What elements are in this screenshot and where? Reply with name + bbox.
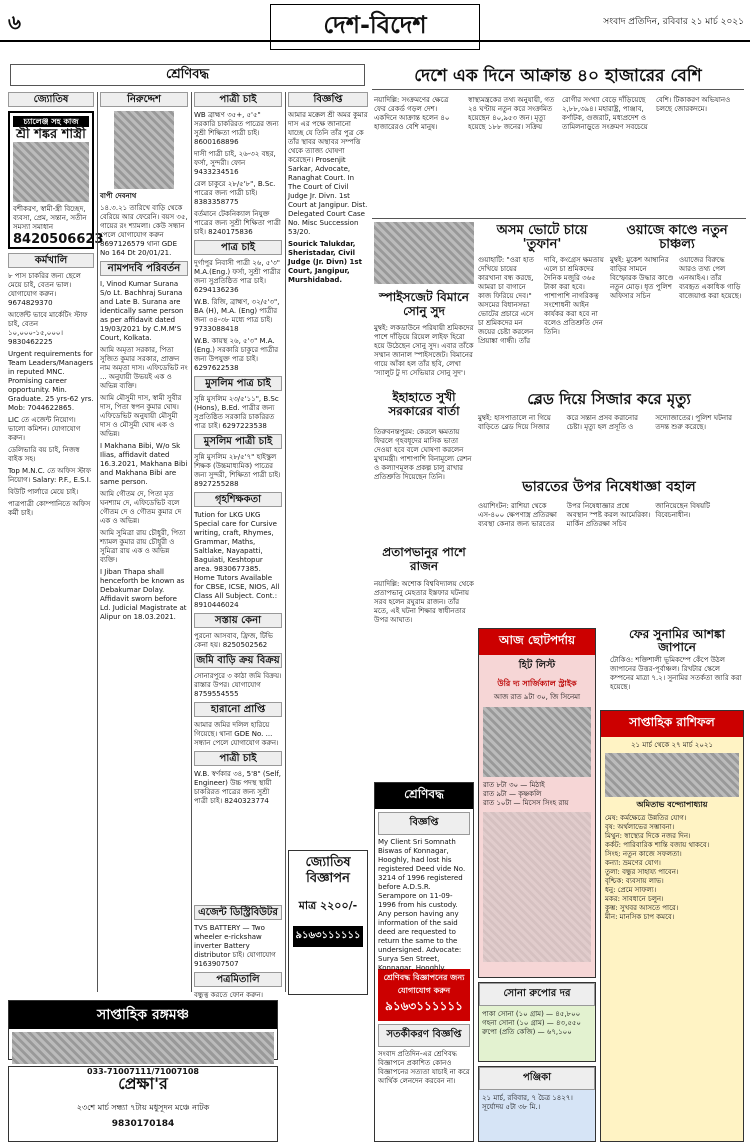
tv-featured-photo — [483, 707, 591, 777]
lead-headline: দেশে এক দিনে আক্রান্ত ৪০ হাজারের বেশি — [372, 64, 744, 90]
classified-2-text: My Client Sri Somnath Biswas of Konnagar, Hooghly, had lost his registered Deed vide No. 3214 of 1996 registered before A.D.S.R. Serampore on 11-09-1996 from his custody. Any person having any information of the said deed are requested to return the same to the undersigned. Advocate: Surya Sen Street, Konnagar, Hooghly. — [378, 838, 466, 972]
rangamancha-title: সাপ্তাহিক রঙ্গমঞ্চ — [9, 1001, 277, 1029]
jyotish-promo-box — [288, 850, 368, 995]
list-item: বৃশ্চিক: ব্যবসায় লাভ। — [605, 877, 664, 885]
waze-headline: ওয়াজে কাণ্ডে নতুন চাঞ্চল্য — [626, 223, 728, 252]
astrologer-photo — [605, 753, 739, 797]
tsunami-body: টোকিও: শক্তিশালী ভূমিকম্পে কেঁপে উঠল জাপানের উত্তর-পূর্বাঞ্চল। রিখটার স্কেলে কম্পনের মাত্রা ৭.২। সুনামির সতর্কতা জারি করা হয়েছে। — [610, 656, 742, 691]
list-item: আমি গৌতম দে, পিতা মৃত ঘনশ্যাম দে, এফিডেভিট বলে গৌতম দে ও গৌতম কুমার দে এক ও অভিন্ন। — [100, 490, 182, 525]
list-item: Top M.N.C. তে অফিস স্টাফ নিয়োগ। Salary: P.F., E.S.I. — [8, 467, 92, 484]
list-item: আমি অমৃতা সরকার, পিতা সুজিত কুমার সরকার, প্রাক্তন নাম অমৃতা দাস। এফিডেভিট নং ... অনুযায়ী উভয়ই এক ও অভিন্ন ব্যক্তি। — [100, 346, 188, 390]
pekkha-ad — [8, 1066, 278, 1142]
bigyapti-section-title: বিজ্ঞপ্তি — [288, 92, 368, 107]
list-item: কন্যা: ভ্রমণের যোগ। — [605, 859, 661, 867]
list-item: Tution for LKG UKG Special care for Cursive writing, craft, Rhymes, Grammar, Maths, Saltlake, Nayapatti, Baguiati, Keshtopur area. 9830677385. Home Tutors Available for CBSE, ICSE, NIOS, All Class All Subject. Cont.: 8910446024 — [194, 511, 280, 609]
classified-col-1 — [8, 92, 104, 922]
list-item: কুম্ভ: সুখবর আসতে পারে। — [605, 904, 679, 912]
niruddesh-section-title: নিরুদ্দেশ — [100, 92, 188, 107]
list-item: দাসী পাত্রী চাই, ২৬-৩২ বছর, ফর্সা, সুন্দরী। ফোন 9433234516 — [194, 150, 276, 176]
patramitali-text: বন্ধুত্ব করতে ফোন করুন। — [194, 991, 264, 999]
classified-col-4 — [288, 92, 368, 842]
tv-featured-time: আজ রাত ৯টা ৩০, জি সিনেমা — [493, 693, 581, 701]
panjika-title: পঞ্জিকা — [479, 1067, 595, 1090]
list-item: সুন্নি মুসলিম ২৮/৫'৭" হাইস্কুল শিক্ষক (উচ্চমাধ্যমিক) পাত্রের জন্য সুন্দরী, শিক্ষিতা পাত্রী চাই। 8927255288 — [194, 453, 281, 488]
list-item: ৮ পাস চাকরির জন্য ছেলে মেয়ে চাই, বেতন ভাল। যোগাযোগ করুন। 9674829370 — [8, 272, 81, 307]
notice-text: সংবাদ প্রতিদিন-এর শ্রেণিবদ্ধ বিজ্ঞাপনে প্রকাশিত কোনও বিজ্ঞাপনের সত্যতা যাচাই না করে আর্থিক লেনদেন করবেন না। — [378, 1050, 470, 1085]
list-item: ধনু: প্রেমে সাফল্য। — [605, 886, 657, 894]
classified-2-box — [374, 782, 474, 1142]
agency-section-title: এজেন্ট ডিস্ট্রিবিউটর — [194, 905, 282, 920]
list-item: আমি সুমিত্রা রায় চৌধুরী, পিতা শ্যামল কুমার রায় চৌধুরী ও সুমিত্রা রায় এক ও অভিন্ন ব্যক্তি। — [100, 529, 186, 564]
patramitali-section-title: পত্রমিতালি — [194, 972, 282, 987]
harano-section-title: হারানো প্রাপ্তি — [194, 702, 282, 717]
list-item: বিউটি পার্লারে মেয়ে চাই। — [8, 488, 79, 496]
market-row: রুপো (প্রতি কেজি) — ৬৭,১০০ — [482, 1028, 572, 1036]
list-item: মীন: মানসিক চাপ কমবে। — [605, 913, 675, 921]
rangamancha-phone[interactable]: 033-71007111/71007108 — [86, 1067, 199, 1076]
issue-date: সংবাদ প্রতিদিন, রবিবার ২১ মার্চ ২০২১ — [603, 17, 744, 27]
jyotish-ad — [8, 111, 104, 249]
jyotish-ad-text: বশীকরণ, স্বামী-স্ত্রী বিচ্ছেদ, ব্যবসা, প্রেম, সন্তান, সতীন সমস্যা সমাধান — [13, 205, 87, 231]
classified-2-promo-text: শ্রেণিবদ্ধ বিজ্ঞাপনের জন্য যোগাযোগ করুন — [383, 973, 465, 995]
bigyapti-signatory: Sourick Talukdar, Sheristadar, Civil Judge (Jr. Divn) 1st Court, Jangipur, Murshidabad. — [288, 240, 362, 284]
classified-2-title: বিজ্ঞপ্তি — [378, 812, 470, 835]
astrologer-name: শ্রী শঙ্কর শাস্ত্রী — [16, 127, 86, 142]
pratap-body: নয়াদিল্লি: অশোক বিশ্ববিদ্যালয় থেকে প্রতাপভানু মেহতার ইস্তফার ঘটনায় সরব হলেন রঘুরাম রাজন। তাঁর মতে, এই ঘটনা শিক্ষার স্বাধীনতার উপর আঘাত। — [374, 580, 474, 624]
list-item: LIC তে এজেন্ট নিয়োগ। ভালো কমিশন। যোগাযোগ করুন। — [8, 416, 81, 442]
rashifal-author: অমিতাভ বন্দ্যোপাধ্যায় — [636, 800, 708, 809]
market-rows — [479, 1010, 595, 1037]
rangamancha-ad — [8, 1000, 278, 1076]
classified-col-3-bottom — [194, 905, 282, 999]
jyotish-promo-price: মাত্র ২২০০/- — [298, 899, 358, 912]
classified-col-2 — [100, 92, 188, 992]
sonu-body: মুম্বই: লকডাউনে পরিযায়ী শ্রমিকদের পাশে দাঁড়িয়ে রিয়েল লাইফ হিরো হয়ে উঠেছেন সোনু সুদ। এবার তাঁকে সম্মান জানাল স্পাইসজেট। বিমানের গায়ে আঁকা হল তাঁর ছবি, লেখা 'স্যালুট টু দ্য সেভিয়ার সোনু সুদ'। — [374, 324, 474, 377]
list-item: WB ব্রাহ্মণ ৩৫+, ৫'৫" সরকারি চাকরিরত পাত্রের জন্য সুশ্রী শিক্ষিতা পাত্রী চাই। 8600168896 — [194, 111, 279, 146]
lead-body: নয়াদিল্লি: সংক্রমণের ক্ষেত্রে ফের রেকর্ড গড়ল দেশ। একদিনে আক্রান্ত হলেন ৪০ হাজারেরও বেশি মানুষ। স্বাস্থ্যমন্ত্রকের তথ্য অনুযায়ী, গত ২৪ ঘণ্টায় নতুন করে সংক্রমিত হয়েছেন ৪০,৯৫৩ জন। মৃত্যু হয়েছে ১৮৮ জনের। সক্রিয় রোগীর সংখ্যা বেড়ে দাঁড়িয়েছে ২,৮৮,৩৯৪। মহারাষ্ট্র, পাঞ্জাব, কর্ণাটক, গুজরাট, মধ্যপ্রদেশ ও তামিলনাড়ুতে সংক্রমণ সবচেয়ে বেশি। টিকাকরণ অভিযানও চলছে জোরকদমে। — [374, 96, 731, 131]
section-title: দেশ-বিদেশ — [270, 4, 480, 50]
sasta-kena-section-title: সস্তায় কেনা — [194, 613, 282, 628]
rashifal-title: সাপ্তাহিক রাশিফল — [601, 711, 743, 737]
agency-text: TVS BATTERY — Two wheeler e-rickshaw inverter Battery distributor চাই। যোগাযোগ 9163907507 — [194, 924, 276, 968]
classified-2-promo — [378, 969, 470, 1021]
dar-headline: ইহাহাতে সুখী সরকারের বার্তা — [388, 390, 460, 418]
assam-body: গুয়াহাটি: "ওরা হাত দেখিয়ে চায়ের কারখানা বন্ধ করছে, আমরা চা বাগানে কাজ ফিরিয়ে দেব।" অসমের বিধানসভা ভোটের প্রচারে এসে চা শ্রমিকদের মন জয়ের চেষ্টা করলেন প্রিয়াঙ্কা গান্ধী। তাঁর দাবি, কংগ্রেস ক্ষমতায় এলে চা শ্রমিকদের দৈনিক মজুরি ৩৬৫ টাকা করা হবে। পাশাপাশি নাগরিকত্ব সংশোধনী আইন কার্যকর করা হবে না বলেও প্রতিশ্রুতি দেন তিনি। — [478, 256, 604, 345]
list-item: সিংহ: নতুন কাজে সফলতা। — [605, 850, 682, 858]
pekkha-text: ২৩শে মার্চ সন্ধ্যা ৭টায় মধুসূদন মঞ্চে নাটক — [76, 1103, 210, 1112]
panjika-box — [478, 1066, 596, 1142]
pekkha-phone[interactable]: 9830170184 — [111, 1119, 175, 1129]
missing-person-name: বাপী দেবনাথ — [100, 192, 137, 200]
pratap-headline: প্রতাপভানুর পাশে রাজন — [382, 545, 466, 573]
waze-body: মুম্বই: মুকেশ আম্বানির বাড়ির সামনে বিস্ফোরক উদ্ধার কাণ্ডে নতুন মোড়। ধৃত পুলিশ অফিসার সচিন ওয়াজের বিরুদ্ধে আরও তথ্য পেল এনআইএ। তাঁর ব্যবহৃত একাধিক গাড়ি বাজেয়াপ্ত করা হয়েছে। — [610, 256, 742, 300]
karmakhali-section-title: কর্মখালি — [8, 253, 94, 268]
jyotish-section-title: জ্যোতিষ — [8, 92, 94, 107]
rashifal-week: ২১ মার্চ থেকে ২৭ মার্চ ২০২১ — [631, 741, 713, 749]
list-item: রেল চাকুরে ২৮/৫'৮", B.Sc. পাত্রের জন্য পাত্রী চাই। 8383358775 — [194, 180, 276, 206]
blade-headline: ব্লেড দিয়ে সিজার করে মৃত্যু — [527, 390, 691, 408]
rangamancha-listing — [12, 1032, 274, 1064]
muslim-patra-section-title: মুসলিম পাত্র চাই — [194, 376, 282, 391]
page-number: ৬ — [8, 10, 22, 34]
jyotish-promo-title: জ্যোতিষ বিজ্ঞাপন — [305, 855, 351, 886]
market-title: সোনা রুপোর দর — [479, 983, 595, 1006]
list-item: মেষ: কর্মক্ষেত্রে উন্নতির যোগ। — [605, 814, 687, 822]
tv-hit-list-title: হিট লিস্ট — [518, 660, 556, 671]
list-item: কর্কট: পারিবারিক শান্তি বজায় থাকবে। — [605, 841, 710, 849]
list-item: পাত্রপাত্রী কোম্পানিতে অফিস কর্মী চাই। — [8, 500, 91, 517]
panjika-text: ২১ মার্চ, রবিবার, ৭ চৈত্র ১৪২৭। সূর্যোদয় ৫টা ৩৮ মি.। — [482, 1094, 573, 1111]
list-item: বর্তমানে টেকনিক্যাল নিযুক্ত পাত্রের জন্য সুশ্রী শিক্ষিতা পাত্রী চাই। 8240175836 — [194, 210, 281, 236]
tv-section-title: আজ ছোটপর্দায় — [479, 629, 595, 655]
classified-banner: শ্রেণিবদ্ধ — [10, 64, 365, 86]
list-item: I, Vinod Kumar Surana S/o Lt. Bachhraj Surana and Late B. Surana are identically same person as per affidavit dated 19/03/2021 by C.M.M'S Court, Kolkata. — [100, 280, 184, 342]
tsunami-headline: ফের সুনামির আশঙ্কা জাপানে — [629, 627, 725, 654]
list-item: W.B. স্বর্ণকার ৩৪, 5'8" (Self, Engineer) উচ্চ পদস্থ স্থায়ী চাকরিরত পাত্রের জন্য সুশ্রী পাত্রী চাই। 8240323774 — [194, 770, 282, 805]
patri-chai2-section-title: পাত্রী চাই — [194, 751, 282, 766]
assam-headline: অসম ভোটে চায়ে 'তুফান' — [496, 223, 588, 252]
astrologer-photo — [13, 142, 89, 202]
bigyapti-text: আমার মক্কেল শ্রী অমর কুমার দাস এর পক্ষে জানানো যাচ্ছে যে তিনি তাঁর পুত্র কে তাঁর স্থাবর অস্থাবর সম্পত্তি থেকে ত্যাজ্য ঘোষণা করেছেন। Prosenjit Sarkar, Advocate, Ranaghat Court. In The Court of Civil Judge Jr. Divn. 1st Court at Jangipur. Dist. Delegated Court Case No. Misc Succession 53/20. — [288, 111, 368, 236]
patri-chai-section-title: পাত্রী চাই — [194, 92, 282, 107]
list-item: ডেলিভারি বয় চাই, নিজস্ব বাইক সহ। — [8, 446, 80, 463]
list-item: I Makhana Bibi, W/o Sk Ilias, affidavit dated 16.3.2021, Makhana Bibi and Makhana Bibi are same person. — [100, 442, 188, 486]
list-item: সুন্নি মুসলিম ২৩/৫'১১", B.Sc (Hons), B.Ed. পাত্রীর জন্য সুপ্রতিষ্ঠিত সরকারি চাকরিরত পাত্র চাই। 6297223538 — [194, 395, 279, 430]
notice-title: সতর্কীকরণ বিজ্ঞপ্তি — [378, 1024, 470, 1047]
list-item: পুরনো আসবাব, ফ্রিজ, টিভি কেনা হয়। 8250502562 — [194, 632, 273, 649]
list-item: মকর: সাবধানে চলুন। — [605, 895, 664, 903]
classified-col-3 — [194, 92, 282, 992]
tv-schedule — [479, 781, 595, 808]
list-item: মিথুন: স্বাস্থ্যের দিকে নজর দিন। — [605, 832, 691, 840]
list-item: আমি মৌসুমী দাস, স্বামী সুবীর দাস, পিতা স্বপন কুমার ঘোষ। এফিডেভিট অনুযায়ী মৌসুমী দাস ও মৌসুমী ঘোষ এক ও অভিন্ন। — [100, 394, 182, 438]
tv-listing-grid — [483, 812, 591, 962]
rashifal-list — [601, 814, 743, 922]
patra-chai-section-title: পাত্র চাই — [194, 240, 282, 255]
grihashikkhok-section-title: গৃহশিক্ষকতা — [194, 492, 282, 507]
list-item: I Jiban Thapa shall henceforth be known as Debakumar Dolay. Affidavit sworn before Ld. Judicial Magistrate at Alipur on 18.03.2021. — [100, 568, 187, 621]
missing-person-photo — [114, 111, 174, 189]
list-item: রাত ৯টা — কৃষ্ণকলি — [483, 790, 542, 798]
list-item: আর্জেন্ট ভাবে মার্কেটিং স্টাফ চাই, বেতন ১০,০০০-১৫,০০০। 9830462225 — [8, 311, 88, 346]
jyotish-phone[interactable]: 8420506623 — [13, 232, 104, 247]
tv-section — [478, 628, 596, 978]
list-item: W.B. রিজি, ব্রাহ্মণ, ৩২/৫'৩", BA (H), M.A. (Eng) পাত্রীর জন্য ৩৪-৩৮ মধ্যে পাত্র চাই। 9733088418 — [194, 298, 280, 333]
sonu-headline: স্পাইসজেট বিমানে সোনু সুদ — [379, 290, 469, 318]
list-item: রাত ১০টা — মিসেস সিংহ রায় — [483, 799, 569, 807]
market-box — [478, 982, 596, 1062]
namparibartan-section-title: নামপদবি পরিবর্তন — [100, 261, 188, 276]
list-item: বৃষ: অর্থলাভের সম্ভাবনা। — [605, 823, 675, 831]
list-item: আমার জমির দলিল হারিয়ে গিয়েছে। থানা GDE No. ... সন্ধান পেলে যোগাযোগ করুন। — [194, 721, 279, 747]
rashifal-section — [600, 710, 744, 1142]
blade-body: মুম্বই: হাসপাতালে না গিয়ে বাড়িতে ব্লেড দিয়ে সিজার করে সন্তান প্রসব করানোর চেষ্টা। মৃত্যু হল প্রসূতি ও সদ্যোজাতের। পুলিশ ঘটনার তদন্ত শুরু করেছে। — [478, 414, 732, 431]
jomi-section-title: জমি বাড়ি ক্রয় বিক্রয় — [194, 653, 282, 668]
list-item: W.B. কায়স্থ ২৬, ৫'৩" M.A. (Eng.) সরকারি চাকুরে পাত্রীর জন্য উপযুক্ত পাত্র চাই। 6297622538 — [194, 337, 279, 372]
jyotish-ad-title: চ্যালেঞ্জ সহ কাজ — [13, 116, 89, 127]
list-item: Urgent requirements for Team Leaders/Managers in reputed MNC. Promising career opportunity. Min. Graduate. 25 yrs-62 yrs. Mob: 7044622865. — [8, 350, 94, 412]
bharat-headline: ভারতের উপর নিষেধাজ্ঞা বহাল — [522, 479, 696, 495]
list-item: দুর্গাপুর নিবাসী পাত্রী ২৬, ৫'৩" M.A.(Eng.) ফর্সা, সুশ্রী পাত্রীর জন্য সুপ্রতিষ্ঠিত পাত্র চাই। 6294136236 — [194, 259, 281, 294]
bharat-body: ওয়াশিংটন: রাশিয়া থেকে এস-৪০০ ক্ষেপণাস্ত্র প্রতিরক্ষা ব্যবস্থা কেনার জন্য ভারতের উপর নিষেধাজ্ঞার প্রশ্নে অবস্থান স্পষ্ট করল আমেরিকা। মার্কিন প্রতিরক্ষা সচিব জানিয়েছেন বিষয়টি বিবেচনাধীন। — [478, 502, 710, 528]
page-header — [0, 0, 750, 42]
classified-2-promo-phone[interactable]: ৯১৬৩১১১১১১ — [385, 999, 463, 1013]
list-item: সোনারপুরে ৩ কাঠা জমি বিক্রয়। রাস্তার উপর। যোগাযোগ 8759554555 — [194, 672, 282, 698]
muslim-patri-section-title: মুসলিম পাত্রী চাই — [194, 434, 282, 449]
list-item: তুলা: বন্ধুর সাহায্য পাবেন। — [605, 868, 679, 876]
pekkha-title: প্রেক্ষা'র — [118, 1074, 168, 1093]
dar-body: তিরুবনন্তপুরম: কেরলে ক্ষমতায় ফিরলে গৃহবধূদের মাসিক ভাতা দেওয়া হবে বলে ঘোষণা করলেন মুখ্যমন্ত্রী। পাশাপাশি বিনামূল্যে রেশন ও কল্যাণমূলক প্রকল্প চালু রাখার প্রতিশ্রুতি দিয়েছেন তিনি। — [374, 428, 472, 481]
market-row: গহনা সোনা (১০ গ্রাম) — ৪৩,৫৫০ — [482, 1019, 581, 1027]
tv-featured-program: উরি দ্য সার্জিক্যাল স্ট্রাইক — [497, 679, 577, 688]
missing-person-text: ১৪.৩.২১ তারিখে বাড়ি থেকে বেরিয়ে আর ফেরেনি। বয়স ৩৫, গায়ের রং শ্যামলা। কেউ সন্ধান পেলে যোগাযোগ করুন 8697126579 থানা GDE No 164 Dt 20/01/21. — [100, 204, 188, 257]
jyotish-promo-phone[interactable]: ৯১৬৩১১১১১১ — [293, 926, 363, 947]
classified-2-banner: শ্রেণিবদ্ধ — [375, 783, 473, 809]
list-item: রাত ৮টা ৩০ — মিঠাই — [483, 781, 545, 789]
market-row: পাকা সোনা (১০ গ্রাম) — ৪৫,৮০০ — [482, 1010, 581, 1018]
tsunami-spacer — [610, 400, 744, 401]
assam-photo — [374, 222, 474, 284]
